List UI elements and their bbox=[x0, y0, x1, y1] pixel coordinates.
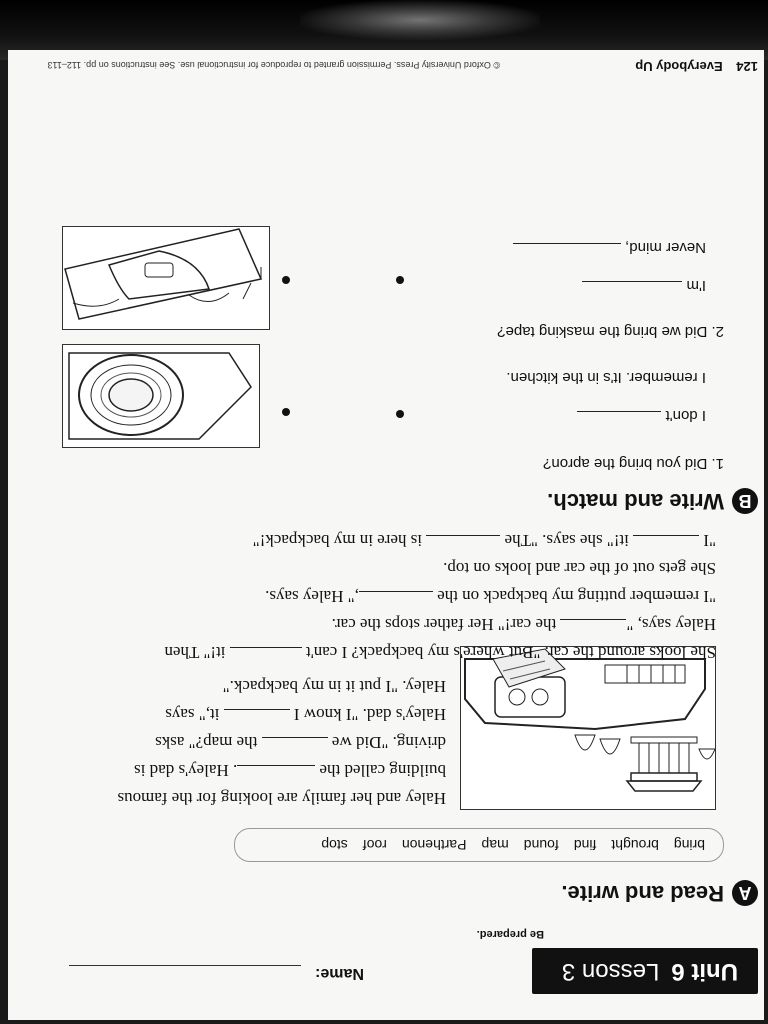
blank-answer[interactable] bbox=[262, 737, 328, 752]
car-drawing bbox=[461, 647, 715, 809]
blank-answer[interactable] bbox=[426, 535, 500, 550]
match-dot-right[interactable] bbox=[282, 408, 290, 416]
word-bank-item: stop bbox=[321, 837, 348, 853]
story-line-1: Haley and her family are looking for the famous bbox=[117, 789, 446, 808]
match-dot-left[interactable] bbox=[396, 276, 404, 284]
car-illustration bbox=[460, 646, 716, 810]
section-a-badge: A bbox=[732, 880, 758, 906]
story-line-10: "I it!" she says. "The is here in my backpack!" bbox=[252, 531, 716, 550]
question-1-line-a: I don't bbox=[577, 407, 706, 426]
blank-answer[interactable] bbox=[224, 709, 290, 724]
masking-tape-drawing bbox=[63, 345, 259, 447]
story-line-2: building called the . Haley's dad is bbox=[134, 761, 446, 780]
lesson-label: Lesson 3 bbox=[561, 958, 660, 985]
lesson-subtitle: Be prepared. bbox=[476, 928, 544, 940]
section-a-title: Read and write. bbox=[561, 881, 724, 906]
word-bank-item: Parthenon bbox=[401, 837, 467, 853]
blank-answer[interactable] bbox=[359, 591, 433, 606]
word-bank bbox=[234, 828, 724, 862]
page-footer bbox=[635, 59, 758, 74]
blank-answer[interactable] bbox=[560, 619, 626, 634]
photo-glare bbox=[300, 0, 540, 40]
story-line-4: Haley's dad. "I know I it," says bbox=[165, 705, 446, 724]
story-line-3: driving. "Did we the map?" asks bbox=[155, 733, 446, 752]
blank-answer[interactable] bbox=[633, 535, 699, 550]
question-1: 1. Did you bring the apron? bbox=[543, 455, 724, 472]
word-bank-item: map bbox=[481, 837, 509, 853]
word-bank-item: find bbox=[573, 837, 597, 853]
word-bank-item: found bbox=[523, 837, 559, 853]
question-1-line-b: I remember. It's in the kitchen. bbox=[506, 369, 706, 386]
word-bank-item: bring bbox=[673, 837, 705, 853]
blank-answer[interactable] bbox=[230, 647, 302, 662]
section-a-heading bbox=[561, 880, 758, 906]
worksheet-page bbox=[8, 50, 764, 1020]
story-line-7: Haley says, " the car!" Her father stops the car. bbox=[331, 615, 716, 634]
section-b-heading bbox=[547, 488, 758, 514]
question-2: 2. Did we bring the masking tape? bbox=[497, 323, 724, 340]
section-b-title: Write and match. bbox=[547, 489, 724, 514]
apron-picture bbox=[62, 226, 270, 330]
story-line-6: She looks around the car. "But where's my backpack? I can't it!" Then bbox=[164, 643, 716, 662]
masking-tape-picture bbox=[62, 344, 260, 448]
name-field[interactable] bbox=[69, 965, 301, 966]
blank-answer[interactable] bbox=[237, 765, 315, 780]
match-dot-right[interactable] bbox=[282, 276, 290, 284]
story-line-5: Haley. "I put it in my backpack." bbox=[222, 677, 446, 696]
section-b-badge: B bbox=[732, 488, 758, 514]
word-bank-item: roof bbox=[362, 837, 387, 853]
book-title: Everybody Up bbox=[635, 59, 723, 74]
blank-answer[interactable] bbox=[577, 411, 661, 426]
story-line-9: She gets out of the car and looks on top. bbox=[443, 559, 716, 578]
blank-answer[interactable] bbox=[582, 281, 682, 296]
copyright-notice: © Oxford University Press. Permission granted to reproduce for instructional use. See instructions on pp. 112–113 bbox=[47, 60, 500, 70]
story-line-8: "I remember putting my backpack on the ," Haley says. bbox=[265, 587, 716, 606]
match-dot-left[interactable] bbox=[396, 410, 404, 418]
apron-drawing bbox=[63, 227, 269, 329]
worksheet-sheet bbox=[8, 50, 764, 1020]
blank-answer[interactable] bbox=[513, 243, 621, 258]
word-bank-item: brought bbox=[611, 837, 659, 853]
question-2-line-b: Never mind, bbox=[513, 239, 706, 258]
unit-label: Unit 6 bbox=[671, 958, 738, 985]
question-2-line-a: I'm bbox=[582, 277, 706, 296]
name-label: Name: bbox=[315, 965, 364, 982]
unit-lesson-banner bbox=[532, 948, 758, 994]
page-number: 124 bbox=[736, 59, 758, 74]
